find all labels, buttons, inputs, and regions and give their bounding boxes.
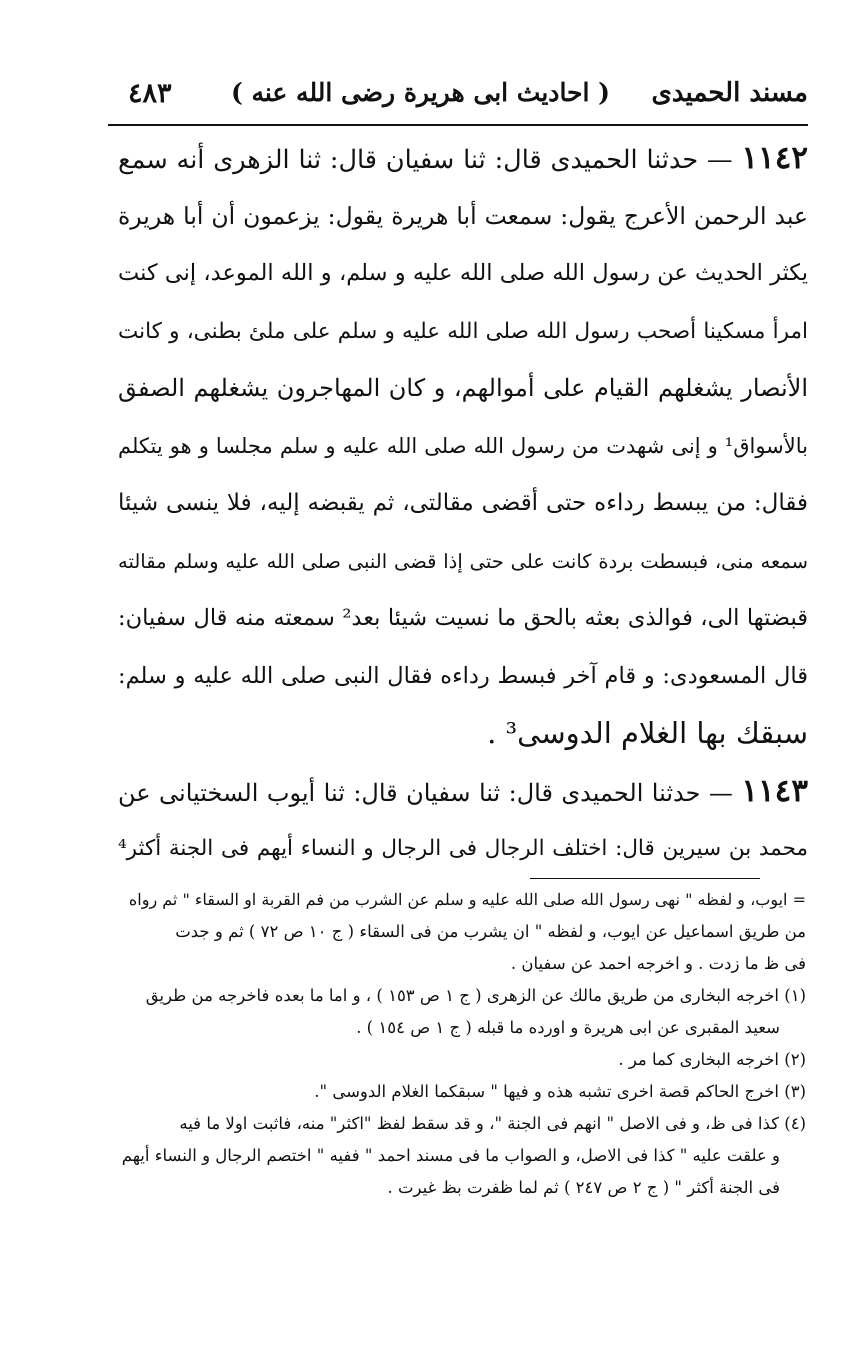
hadith-1142-line: عبد الرحمن الأعرج يقول: سمعت أبا هريرة يقول: يزعمون أن أبا هريرة [118,201,808,230]
footnote-line: (١) اخرجه البخارى من طريق مالك عن الزهرى ( ج ١ ص ١٥٣ ) ، و اما ما بعده فاخرجه من طريق [145,986,806,1005]
hadith-1142-line: يكثر الحديث عن رسول الله صلى الله عليه و سلم، و الله الموعد، إنى كنت [118,260,808,286]
footnote-line: من طريق اسماعيل عن ايوب، و لفظه " ان يشرب من فى السقاء ( ج ١٠ ص ٧٢ ) ثم و جدت [175,922,806,941]
hadith-1142-line: سمعه منى، فبسطت بردة كانت على حتى إذا قضى النبى صلى الله عليه وسلم مقالته [118,549,808,573]
hadith-1142-line: امرأ مسكينا أصحب رسول الله صلى الله عليه و سلم على ملئ بطنى، و كانت [118,318,808,344]
hadith-1142-line: الأنصار يشغلهم القيام على أموالهم، و كان المهاجرون يشغلهم الصفق [118,374,808,402]
main-text [118,130,808,878]
footnote-line: و علقت عليه " كذا فى الاصل، و الصواب ما فى مسند احمد " ففيه " اختصم الرجال و النساء أيهم [121,1146,780,1165]
hadith-1142-line: قال المسعودى: و قام آخر فبسط رداءه فقال النبى صلى الله عليه و سلم: [118,662,808,689]
hadith-1142-line: فقال: من يبسط رداءه حتى أقضى مقالتى، ثم يقبضه إليه، فلا ينسى شيئا [118,490,808,516]
section-title: ( احاديث ابى هريرة رضى الله عنه ) [230,78,610,107]
hadith-1142-line: ١١٤٢ — حدثنا الحميدى قال: ثنا سفيان قال: ثنا الزهرى أنه سمع [118,140,808,176]
footnote-line: (٣) اخرج الحاكم قصة اخرى تشبه هذه و فيها " سبقكما الغلام الدوسى ". [314,1082,806,1101]
footnote-line: = ايوب، و لفظه " نهى رسول الله صلى الله عليه و سلم عن الشرب من فم القربة او السقاء " ثم رواه [128,890,806,909]
hadith-1142-line: قبضتها الى، فوالذى بعثه بالحق ما نسيت شيئا بعد² سمعته منه قال سفيان: [118,605,808,631]
book-title: مسند الحميدى [651,78,808,108]
page-number: ٤٨٣ [128,78,172,109]
footnote-line: فى ظ ما زدت . و اخرجه احمد عن سفيان . [510,954,806,973]
page-header [120,78,808,122]
footnote-line: فى الجنة أكثر " ( ج ٢ ص ٢٤٧ ) ثم لما ظفرت بظ غيرت . [387,1178,780,1197]
footnote-line: (٤) كذا فى ظ، و فى الاصل " انهم فى الجنة "، و قد سقط لفظ "اكثر" منه، فاثبت اولا ما فيه [179,1114,806,1133]
hadith-1142-line: سبقك بها الغلام الدوسى³ . [487,716,808,750]
footnote-line: سعيد المقبرى عن ابى هريرة و اورده ما قبله ( ج ١ ص ١٥٤ ) . [356,1018,780,1037]
hadith-1142-line: بالأسواق¹ و إنى شهدت من رسول الله صلى الله عليه و سلم مجلسا و هو يتكلم [118,433,808,458]
footnotes [116,884,806,1204]
hadith-1143-line: ١١٤٣ — حدثنا الحميدى قال: ثنا سفيان قال: ثنا أيوب السختيانى عن [118,772,808,809]
hadith-number: ١١٤٣ [741,772,808,809]
hadith-1143-line: محمد بن سيرين قال: اختلف الرجال فى الرجال و النساء أيهم فى الجنة أكثر⁴ [118,836,808,861]
footnote-rule [530,878,760,879]
footnote-line: (٢) اخرجه البخارى كما مر . [618,1050,806,1069]
hadith-number: ١١٤٢ [741,140,808,176]
header-rule [108,124,808,126]
